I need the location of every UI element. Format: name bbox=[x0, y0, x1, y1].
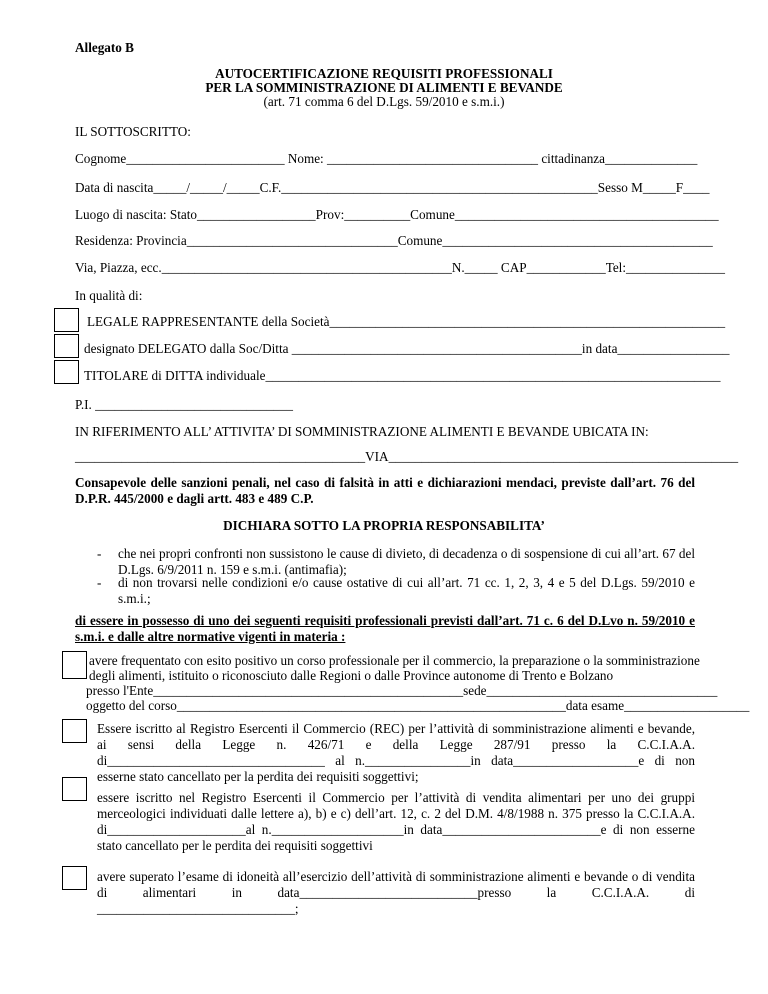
ubicazione-via-field[interactable]: ____________________________________________VIA_____________________________________________________ bbox=[75, 449, 739, 464]
requisito-esame-text[interactable]: avere superato l’esame di idoneità all’esercizio dell’attività di somministrazione alimenti e bevande o di vendita di alimentari in data___________________________presso la C.C.I.A.A. di ______________________________; bbox=[97, 869, 695, 916]
dichiara-title: DICHIARA SOTTO LA PROPRIA RESPONSABILITA’ bbox=[223, 518, 545, 533]
document-subtitle: (art. 71 comma 6 del D.Lgs. 59/2010 e s.m.i.) bbox=[263, 94, 505, 109]
cognome-nome-row[interactable]: Cognome________________________ Nome: ________________________________ cittadinanza______________ bbox=[75, 151, 698, 166]
nascita-cf-row[interactable]: Data di nascita_____/_____/_____C.F.________________________________________________Sesso M_____F____ bbox=[75, 180, 710, 195]
requisito-vendita-checkbox[interactable] bbox=[62, 777, 87, 801]
dichiarazione-antimafia: che nei propri confronti non sussistono le cause di divieto, di decadenza o di sospensione di cui all’art. 67 del D.Lgs. 6/9/2011 n. 159 e s.m.i. (antimafia); bbox=[118, 546, 695, 577]
sottoscritto-label: IL SOTTOSCRITTO: bbox=[75, 124, 191, 139]
delegato-option[interactable]: designato DELEGATO dalla Soc/Ditta ____________________________________________in data_________________ bbox=[84, 341, 730, 356]
oggetto-corso-field[interactable]: oggetto del corso___________________________________________________________data esame___________________ bbox=[86, 698, 750, 713]
titolare-option[interactable]: TITOLARE di DITTA individuale_____________________________________________________________________ bbox=[84, 368, 721, 383]
requisito-rec-text[interactable]: Essere iscritto al Registro Esercenti il Commercio (REC) per l’attività di somministrazione alimenti e bevande, ai sensi della Legge n. 426/71 e della Legge 287/91 presso la C.C.I.A.A. di_________________________________ al n.________________in data___________________e di non esserne stato cancellato per la perdita dei requisiti soggettivi; bbox=[97, 721, 695, 784]
consapevole-notice: Consapevole delle sanzioni penali, nel caso di falsità in atti e dichiarazioni mendaci, previste dall’art. 76 del D.P.R. 445/2000 e dagli artt. 483 e 489 C.P. bbox=[75, 475, 695, 506]
allegato-label: Allegato B bbox=[75, 40, 134, 55]
titolare-checkbox[interactable] bbox=[54, 360, 79, 384]
attivita-label: IN RIFERIMENTO ALL’ ATTIVITA’ DI SOMMINISTRAZIONE ALIMENTI E BEVANDE UBICATA IN: bbox=[75, 424, 649, 439]
ente-sede-field[interactable]: presso l'Ente_______________________________________________sede___________________________________ bbox=[86, 683, 718, 698]
qualita-label: In qualità di: bbox=[75, 288, 143, 303]
requisito-vendita-text[interactable]: essere iscritto nel Registro Esercenti il Commercio per l’attività di vendita alimentari per uno dei gruppi merceologici individuati dalle lettere a), b) e c) dell’art. 12, c. 2 del D.M. 4/8/1988 n. 375 presso la C.C.I.A.A. di_____________________al n.____________________in data________________________e di non esserne stato cancellato per le perdita dei requisiti soggettivi bbox=[97, 790, 695, 853]
residenza-row[interactable]: Residenza: Provincia________________________________Comune_________________________________________ bbox=[75, 233, 713, 248]
bullet-dash-1: - bbox=[97, 546, 102, 561]
dichiarazione-ostative: di non trovarsi nelle condizioni e/o cause ostative di cui all’art. 71 cc. 1, 2, 3, 4 e 5 del D.Lgs. 59/2010 e s.m.i.; bbox=[118, 575, 695, 606]
bullet-dash-2: - bbox=[97, 575, 102, 590]
luogo-nascita-row[interactable]: Luogo di nascita: Stato__________________Prov:__________Comune________________________________________ bbox=[75, 207, 719, 222]
requisito-corso-line1: avere frequentato con esito positivo un corso professionale per il commercio, la preparazione o la somministrazione bbox=[89, 653, 700, 668]
document-title-line2: PER LA SOMMINISTRAZIONE DI ALIMENTI E BEVANDE bbox=[205, 80, 563, 95]
legale-rappresentante-option[interactable]: LEGALE RAPPRESENTANTE della Società____________________________________________________________ bbox=[87, 314, 726, 329]
indirizzo-row[interactable]: Via, Piazza, ecc.____________________________________________N._____ CAP____________Tel:_______________ bbox=[75, 260, 725, 275]
requisito-rec-checkbox[interactable] bbox=[62, 719, 87, 743]
requisito-corso-checkbox[interactable] bbox=[62, 651, 87, 679]
legale-rappresentante-checkbox[interactable] bbox=[54, 308, 79, 332]
partita-iva-field[interactable]: P.I. ______________________________ bbox=[75, 397, 293, 412]
requisito-corso-line2: degli alimenti, istituito o riconosciuto dalle Regioni o dalle Province autonome di Trento e Bolzano bbox=[89, 668, 614, 683]
requisiti-title: di essere in possesso di uno dei seguenti requisiti professionali previsti dall’art. 71 c. 6 del D.Lvo n. 59/2010 e s.m.i. e dalle altre normative vigenti in materia : bbox=[75, 613, 695, 644]
delegato-checkbox[interactable] bbox=[54, 334, 79, 358]
document-title-line1: AUTOCERTIFICAZIONE REQUISITI PROFESSIONALI bbox=[215, 66, 553, 81]
requisito-esame-checkbox[interactable] bbox=[62, 866, 87, 890]
